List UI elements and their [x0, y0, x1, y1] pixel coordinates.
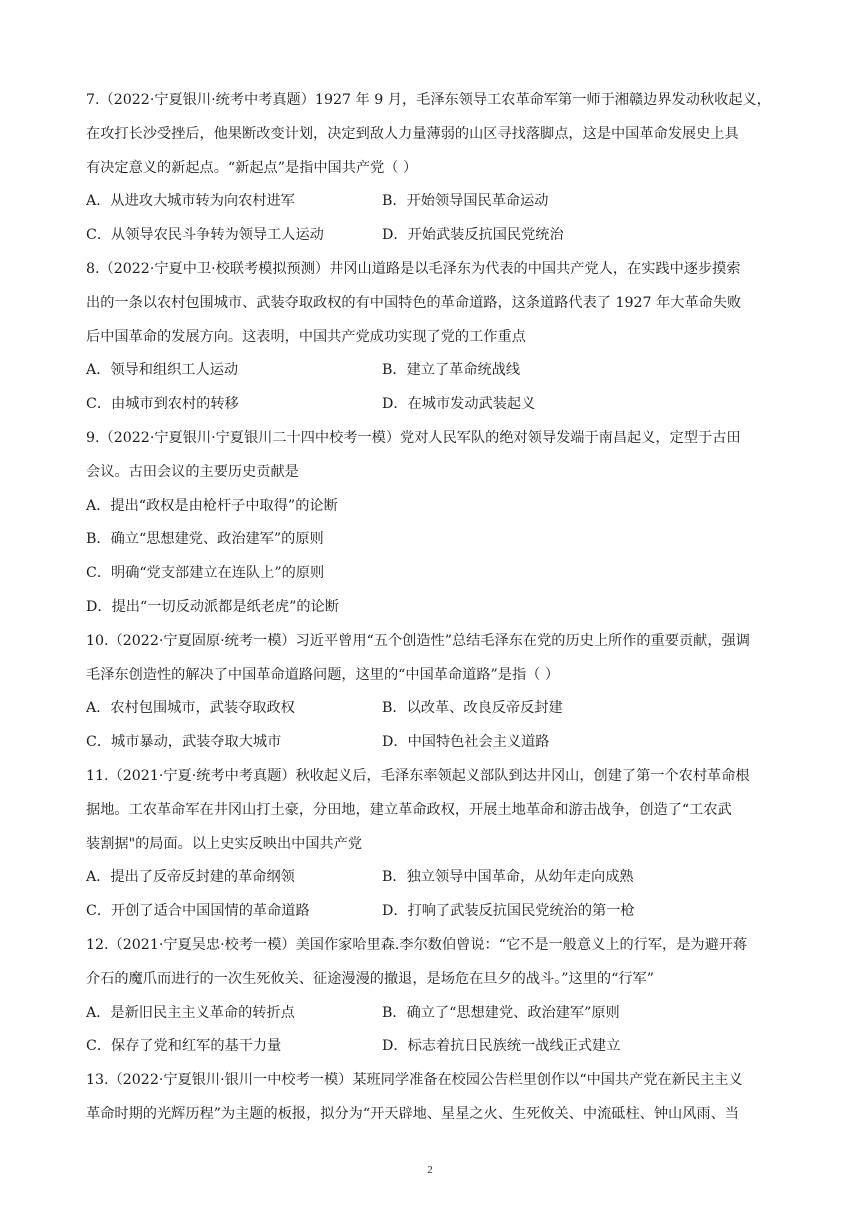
option-a: A．领导和组织工人运动 — [86, 362, 239, 379]
question-text-line: 10.（2022·宁夏固原·统考一模）习近平曾用“五个创造性”总结毛泽东在党的历史上所作的重要贡献，强调 — [86, 632, 750, 649]
option-c: C．保存了党和红军的基干力量 — [86, 1038, 282, 1055]
question-10 — [86, 625, 776, 760]
option-a: A．是新旧民主主义革命的转折点 — [86, 1004, 295, 1021]
option-row — [86, 726, 776, 760]
question-text-line: 毛泽东创造性的解决了中国革命道路问题，这里的“中国革命道路”是指（ ） — [86, 666, 560, 683]
question-text-line: 革命时期的光辉历程”为主题的板报，拟分为“开天辟地、星星之火、生死攸关、中流砥柱、钟山风雨、当 — [86, 1105, 739, 1122]
question-11 — [86, 760, 776, 929]
option-c: C．开创了适合中国国情的革命道路 — [86, 903, 310, 920]
option-a: A．提出“政权是由枪杆子中取得”的论断 — [86, 497, 338, 514]
option-row — [86, 895, 776, 929]
option-c: C．城市暴动，武装夺取大城市 — [86, 734, 282, 751]
option-b: B．独立领导中国革命，从幼年走向成熟 — [382, 869, 634, 886]
option-row — [86, 388, 776, 422]
option-b: B．开始领导国民革命运动 — [382, 193, 549, 210]
option-b: B．以改革、改良反帝反封建 — [382, 700, 563, 717]
question-9 — [86, 422, 776, 625]
question-text-line: 会议。古田会议的主要历史贡献是 — [86, 463, 299, 480]
option-row — [86, 997, 776, 1031]
option-a: A．提出了反帝反封建的革命纲领 — [86, 869, 295, 886]
question-text-line: 7.（2022·宁夏银川·统考中考真题）1927 年 9 月，毛泽东领导工农革命军第一师于湘赣边界发动秋收起义， — [86, 92, 771, 108]
option-d: D．在城市发动武装起义 — [382, 396, 536, 413]
option-d: D．中国特色社会主义道路 — [382, 734, 550, 751]
option-c: C．由城市到农村的转移 — [86, 396, 239, 413]
question-text-line: 13.（2022·宁夏银川·银川一中校考一模）某班同学准备在校园公告栏里创作以“中国共产党在新民主主义 — [86, 1072, 743, 1089]
option-d: D．提出“一切反动派都是纸老虎”的论断 — [86, 598, 339, 615]
option-row — [86, 219, 776, 253]
question-text-line: 9.（2022·宁夏银川·宁夏银川二十四中校考一模）党对人民军队的绝对领导发端于南昌起义，定型于古田 — [86, 429, 741, 446]
option-b: B．确立了“思想建党、政治建军”原则 — [382, 1004, 620, 1021]
option-d: D．打响了武装反抗国民党统治的第一枪 — [382, 903, 635, 920]
question-13 — [86, 1064, 776, 1132]
option-row — [86, 861, 776, 895]
question-12 — [86, 929, 776, 1064]
question-text-line: 在攻打长沙受挫后，他果断改变计划，决定到敌人力量薄弱的山区寻找落脚点，这是中国革命发展史上具 — [86, 125, 739, 142]
option-row — [86, 354, 776, 388]
question-text-line: 后中国革命的发展方向。这表明，中国共产党成功实现了党的工作重点 — [86, 328, 526, 345]
question-text-line: 据地。工农革命军在井冈山打土豪，分田地，建立革命政权，开展土地革命和游击战争，创造了“工农武 — [86, 801, 732, 818]
page-number: 2 — [427, 1164, 433, 1176]
question-text-line: 11.（2021·宁夏·统考中考真题）秋收起义后，毛泽东率领起义部队到达井冈山，创建了第一个农村革命根 — [86, 767, 750, 784]
option-d: D．开始武装反抗国民党统治 — [382, 227, 564, 244]
option-row — [86, 1030, 776, 1064]
option-row — [86, 692, 776, 726]
question-7 — [86, 84, 776, 253]
question-text-line: 出的一条以农村包围城市、武装夺取政权的有中国特色的革命道路，这条道路代表了 1927 年大革命失败 — [86, 294, 742, 311]
option-c: C．明确“党支部建立在连队上”的原则 — [86, 565, 325, 582]
option-b: B．建立了革命统战线 — [382, 362, 521, 379]
question-text-line: 8.（2022·宁夏中卫·校联考模拟预测）井冈山道路是以毛泽东为代表的中国共产党人，在实践中逐步摸索 — [86, 260, 741, 277]
option-a: A．从进攻大城市转为向农村进军 — [86, 193, 295, 210]
question-text-line: 装割据"的局面。以上史实反映出中国共产党 — [86, 835, 363, 852]
question-text-line: 介石的魔爪而进行的一次生死攸关、征途漫漫的撤退，是场危在旦夕的战斗。”这里的“行军” — [86, 970, 654, 987]
question-text-line: 12.（2021·宁夏吴忠·校考一模）美国作家哈里森.李尔数伯曾说：“它不是一般意义上的行军，是为避开蒋 — [86, 936, 748, 953]
option-d: D．标志着抗日民族统一战线正式建立 — [382, 1038, 621, 1055]
option-b: B．确立“思想建党、政治建军”的原则 — [86, 531, 324, 548]
question-text-line: 有决定意义的新起点。“新起点”是指中国共产党（ ） — [86, 159, 418, 176]
option-a: A．农村包围城市，武装夺取政权 — [86, 700, 295, 717]
option-row — [86, 185, 776, 219]
option-c: C．从领导农民斗争转为领导工人运动 — [86, 227, 324, 244]
question-list — [86, 84, 776, 1132]
question-8 — [86, 253, 776, 422]
